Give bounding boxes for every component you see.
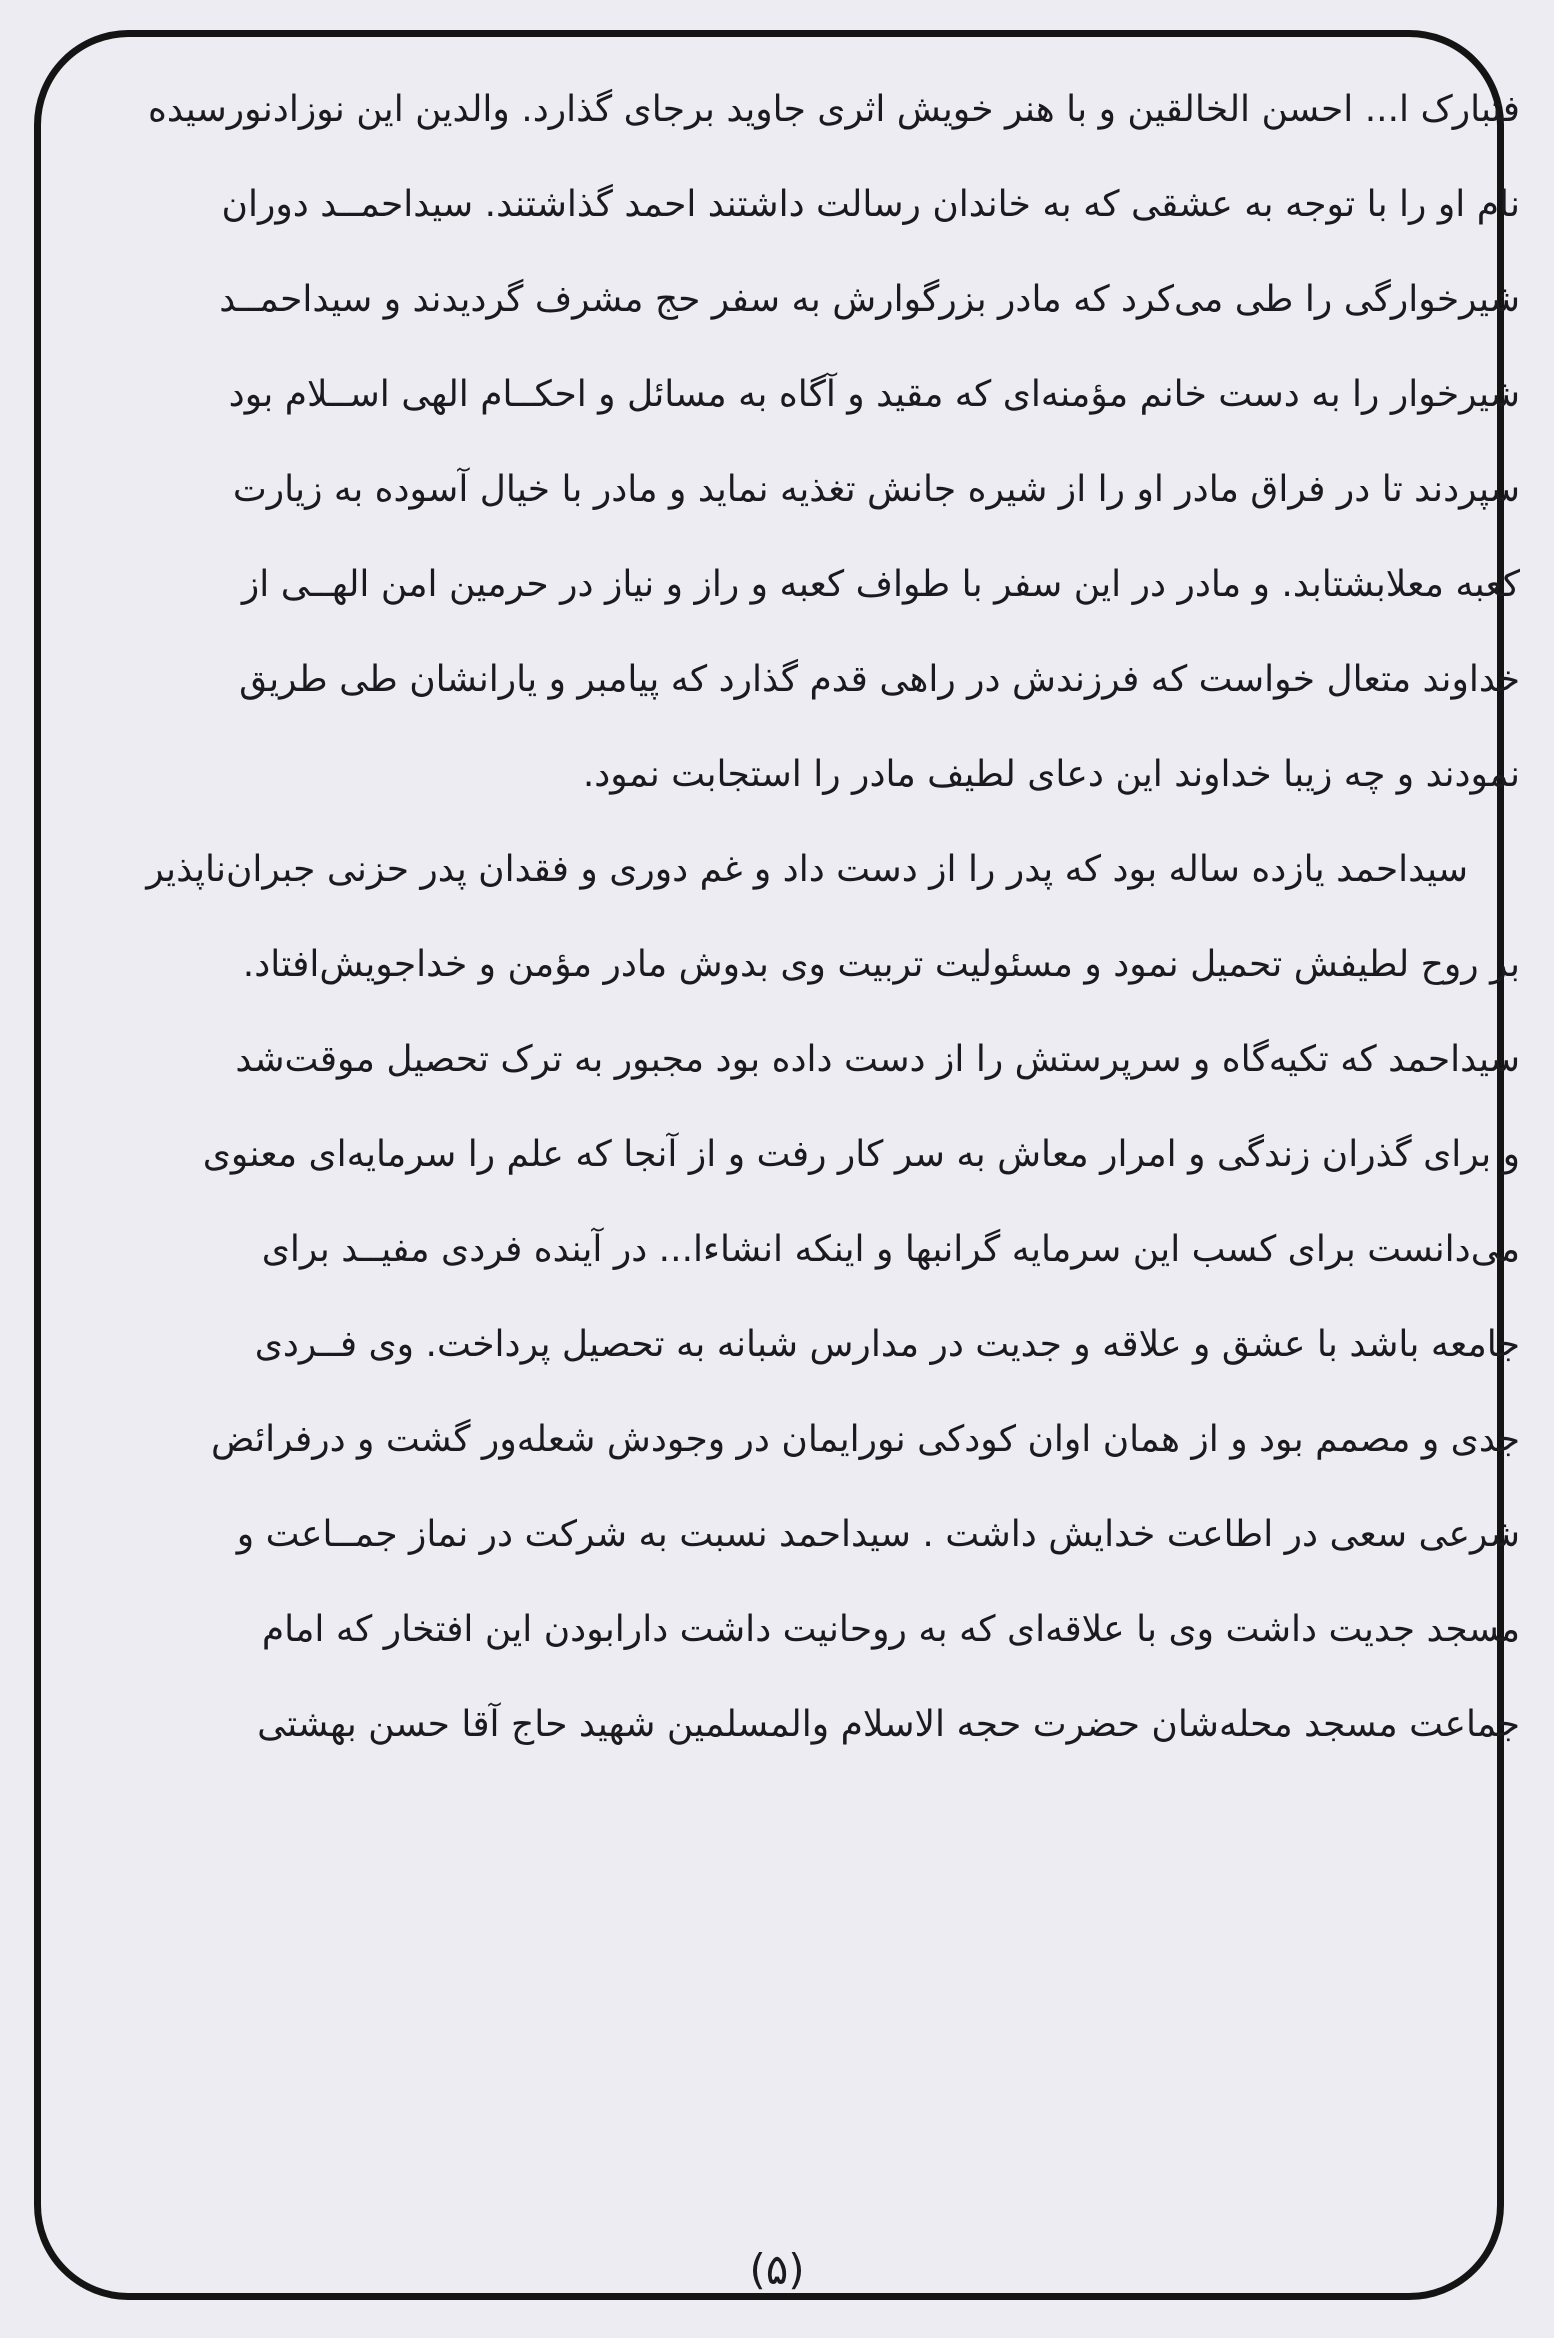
body-text [60,62,1520,1772]
text-line: جماعت مسجد محله‌شان حضرت حجه الاسلام والمسلمین شهید حاج آقا حسن بهشتی [257,1704,1520,1745]
text-line: جامعه باشد با عشق و علاقه و جدیت در مدارس شبانه به تحصیل پرداخت. وی فــردی [254,1324,1520,1365]
text-line: کعبه معلابشتابد. و مادر در این سفر با طواف کعبه و راز و نیاز در حرمین امن الهــی از [241,564,1520,605]
text-line: مسجد جدیت داشت وی با علاقه‌ای که به روحانیت داشت دارابودن این افتخار که امام [261,1609,1520,1650]
text-line: سپردند تا در فراق مادر او را از شیره جانش تغذیه نماید و مادر با خیال آسوده به زیارت [232,469,1520,510]
text-line: نمودند و چه زیبا خداوند این دعای لطیف مادر را استجابت نمود. [582,754,1520,795]
text-line: فتبارک ا... احسن الخالقین و با هنر خویش اثری جاوید برجای گذارد. والدین این نوزادنورسیده [148,89,1520,130]
text-line: شیرخوارگی را طی می‌کرد که مادر بزرگوارش به سفر حج مشرف گردیدند و سیداحمــد [219,279,1520,320]
text-line: و برای گذران زندگی و امرار معاش به سر کار رفت و از آنجا که علم را سرمایه‌ای معنوی [202,1134,1520,1175]
text-line: بر روح لطیفش تحمیل نمود و مسئولیت تربیت وی بدوش مادر مؤمن و خداجویش‌افتاد. [242,944,1520,985]
text-line: شرعی سعی در اطاعت خدایش داشت . سیداحمد نسبت به شرکت در نماز جمــاعت و [236,1514,1520,1555]
text-line: جدی و مصمم بود و از همان اوان کودکی نورایمان در وجودش شعله‌ور گشت و درفرائض [211,1419,1520,1460]
text-line: خداوند متعال خواست که فرزندش در راهی قدم گذارد که پیامبر و یارانشان طی طریق [239,659,1520,700]
text-line: سیداحمد یازده ساله بود که پدر را از دست داد و غم دوری و فقدان پدر حزنی جبران‌ناپذیر [146,849,1468,890]
text-line: نام او را با توجه به عشقی که به خاندان رسالت داشتند احمد گذاشتند. سیداحمــد دوران [221,184,1520,225]
text-line: می‌دانست برای کسب این سرمایه گرانبها و اینکه انشاءا... در آینده فردی مفیــد برای [261,1229,1520,1270]
paragraph-2 [60,822,1520,1772]
page-number: (۵) [749,2245,805,2294]
text-line: شیرخوار را به دست خانم مؤمنه‌ای که مقید و آگاه به مسائل و احکــام الهی اســلام بود [228,374,1520,415]
paragraph-1 [60,62,1520,822]
text-line: سیداحمد که تکیه‌گاه و سرپرستش را از دست داده بود مجبور به ترک تحصیل موقت‌شد [235,1039,1520,1080]
